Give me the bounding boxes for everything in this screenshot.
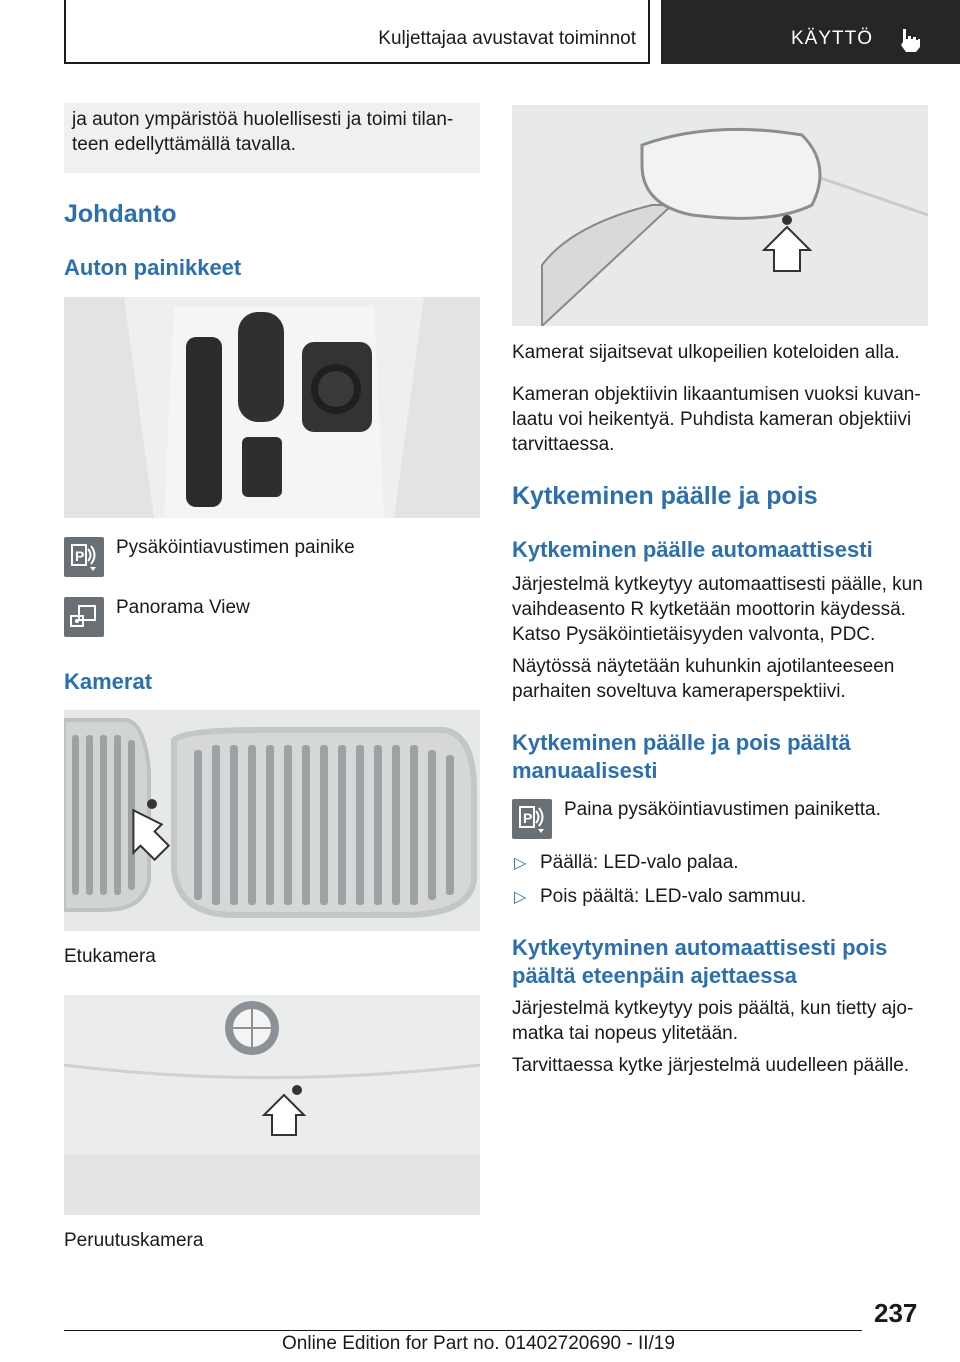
bullet-off: Pois päältä: LED-valo sammuu. [540,886,807,907]
heading-kamerat: Kamerat [64,669,153,694]
front-camera-caption: Etukamera [64,946,156,967]
mirror-illustration [512,105,928,326]
auto-off-line-2: matka tai nopeus ylitetään. [512,1023,739,1044]
heading-on-off: Kytkeminen päälle ja pois [512,482,818,510]
page-number: 237 [874,1298,918,1328]
auto-on-line-3: Katso Pysäköintietäisyyden valvonta, PDC. [512,624,876,645]
auto-off-line-1: Järjestelmä kytkeytyy pois päältä, kun tietty ajo‐ [512,998,914,1019]
mirror-caption: Kamerat sijaitsevat ulkopeilien koteloiden alla. [512,342,900,363]
panorama-view-button-icon [64,597,104,637]
press-button-instruction: Paina pysäköintiavustimen painiketta. [564,799,881,820]
rear-camera-image [64,995,480,1215]
section-title: Kuljettajaa avustavat toiminnot [378,28,636,49]
footer-divider [64,1330,862,1331]
bullet-on: Päällä: LED-valo palaa. [540,852,739,873]
intro-line-1: ja auton ympäristöä huolellisesti ja toimi tilan‐ [72,109,454,130]
heading-auto-on: Kytkeminen päälle automaattisesti [512,537,873,562]
section-title-box [64,0,650,64]
mirror-camera-image [512,105,928,326]
pointing-hand-icon [897,27,923,53]
page-header [0,0,960,64]
heading-auto-off-line-2: päältä eteenpäin ajettaessa [512,963,797,988]
rear-camera-caption: Peruutuskamera [64,1230,204,1251]
bullet-triangle-icon: ▷ [514,855,527,872]
heading-johdanto: Johdanto [64,200,177,228]
auto-on-line-2: vaihdeasento R kytketään moottorin käydessä. [512,599,906,620]
auto-on-line-1: Järjestelmä kytkeytyy automaattisesti päälle, kun [512,574,923,595]
auto-off-line-3: Tarvittaessa kytke järjestelmä uudelleen päälle. [512,1055,910,1076]
parking-assist-button-icon-2 [512,799,552,839]
chapter-title-box [661,0,960,64]
rear-trunk-illustration [64,995,480,1215]
view-line-2: parhaiten soveltuva kameraperspektiivi. [512,681,846,702]
heading-auton-painikkeet: Auton painikkeet [64,255,242,280]
svg-text:P: P [523,810,533,826]
parking-assist-button-icon [64,537,104,577]
intro-line-2: teen edellyttämällä tavalla. [72,134,296,155]
bullet-triangle-icon: ▷ [514,889,527,906]
chapter-title: KÄYTTÖ [791,28,874,49]
console-illustration [64,297,480,518]
heading-auto-off-line-1: Kytkeytyminen automaattisesti pois [512,935,888,960]
dirty-lens-line-1: Kameran objektiivin likaantumisen vuoksi kuvan‐ [512,384,921,405]
dirty-lens-line-2: laatu voi heikentyä. Puhdista kameran objektiivi [512,409,912,430]
panorama-view-button-label: Panorama View [116,597,250,618]
intro-note-box [64,103,480,173]
edition-note: Online Edition for Part no. 01402720690 - II/19 [282,1333,675,1354]
front-grille-illustration [64,710,480,931]
heading-manual-line-1: Kytkeminen päälle ja pois päältä [512,730,851,755]
svg-text:P: P [75,548,85,564]
heading-manual-line-2: manuaalisesti [512,758,658,783]
console-buttons-image [64,297,480,518]
front-camera-image [64,710,480,931]
parking-assist-button-label: Pysäköintiavustimen painike [116,537,355,558]
dirty-lens-line-3: tarvittaessa. [512,434,615,455]
view-line-1: Näytössä näytetään kuhunkin ajotilanteeseen [512,656,895,677]
